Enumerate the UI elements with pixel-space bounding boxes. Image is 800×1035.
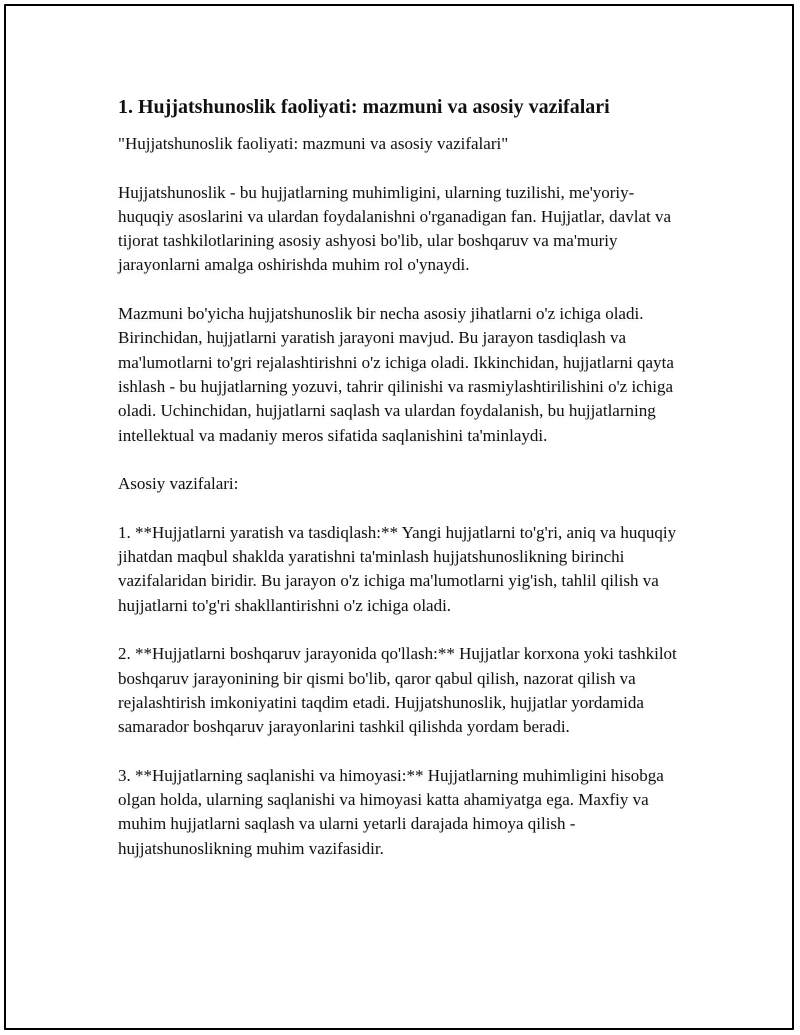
paragraph-content: Mazmuni bo'yicha hujjatshunoslik bir necha asosiy jihatlarni o'z ichiga oladi. Birinchidan, hujjatlarni yaratish jarayoni mavjud. Bu jarayon tasdiqlash va ma'lumotlarni to'gri rejalashtirishni o'z ichiga oladi. Ikkinchidan, hujjatlarni qayta ishlash - bu hujjatlarning yozuvi, tahrir qilinishi va rasmiylashtirilishini o'z ichiga oladi. Uchinchidan, hujjatlarni saqlash va ulardan foydalanish, bu hujjatlarning intellektual va madaniy meros sifatida saqlanishini ta'minlaydi. xyxy=(118,304,674,445)
paragraph-intro: Hujjatshunoslik - bu hujjatlarning muhimligini, ularning tuzilishi, me'yoriy-huquqiy asoslarini va ulardan foydalanishni o'rganadigan fan. Hujjatlar, davlat va tijorat tashkilotlarining asosiy ashyosi bo'lib, ular boshqaruv va ma'muriy jarayonlarni amalga oshirishda muhim rol o'ynaydi. xyxy=(118,182,671,275)
subtitle-quote: "Hujjatshunoslik faoliyati: mazmuni va asosiy vazifalari" xyxy=(118,134,509,153)
task-item-2: 2. **Hujjatlarni boshqaruv jarayonida qo'llash:** Hujjatlar korxona yoki tashkilot boshqaruv jarayonining bir qismi bo'lib, qaror qabul qilish, nazorat qilish va rejalashtirish imkoniyatini taqdim etadi. Hujjatshunoslik, hujjatlar yordamida samarador boshqaruv jarayonlarini tashkil qilishda yordam beradi. xyxy=(118,644,677,737)
document-title: 1. Hujjatshunoslik faoliyati: mazmuni va asosiy vazifalari xyxy=(118,96,610,118)
task-item-3: 3. **Hujjatlarning saqlanishi va himoyasi:** Hujjatlarning muhimligini hisobga olgan holda, ularning saqlanishi va himoyasi katta ahamiyatga ega. Maxfiy va muhim hujjatlarni saqlash va ularni yetarli darajada himoya qilish - hujjatshunoslikning muhim vazifasidir. xyxy=(118,765,664,858)
document-body xyxy=(118,94,688,885)
task-item-1: 1. **Hujjatlarni yaratish va tasdiqlash:** Yangi hujjatlarni to'g'ri, aniq va huquqiy jihatdan maqbul shaklda yaratishni ta'minlash hujjatshunoslikning birinchi vazifalaridan biridir. Bu jarayon o'z ichiga ma'lumotlarni yig'ish, tahlil qilish va hujjatlarni to'g'ri shakllantirishni o'z ichiga oladi. xyxy=(118,522,677,615)
tasks-heading: Asosiy vazifalari: xyxy=(118,474,239,494)
